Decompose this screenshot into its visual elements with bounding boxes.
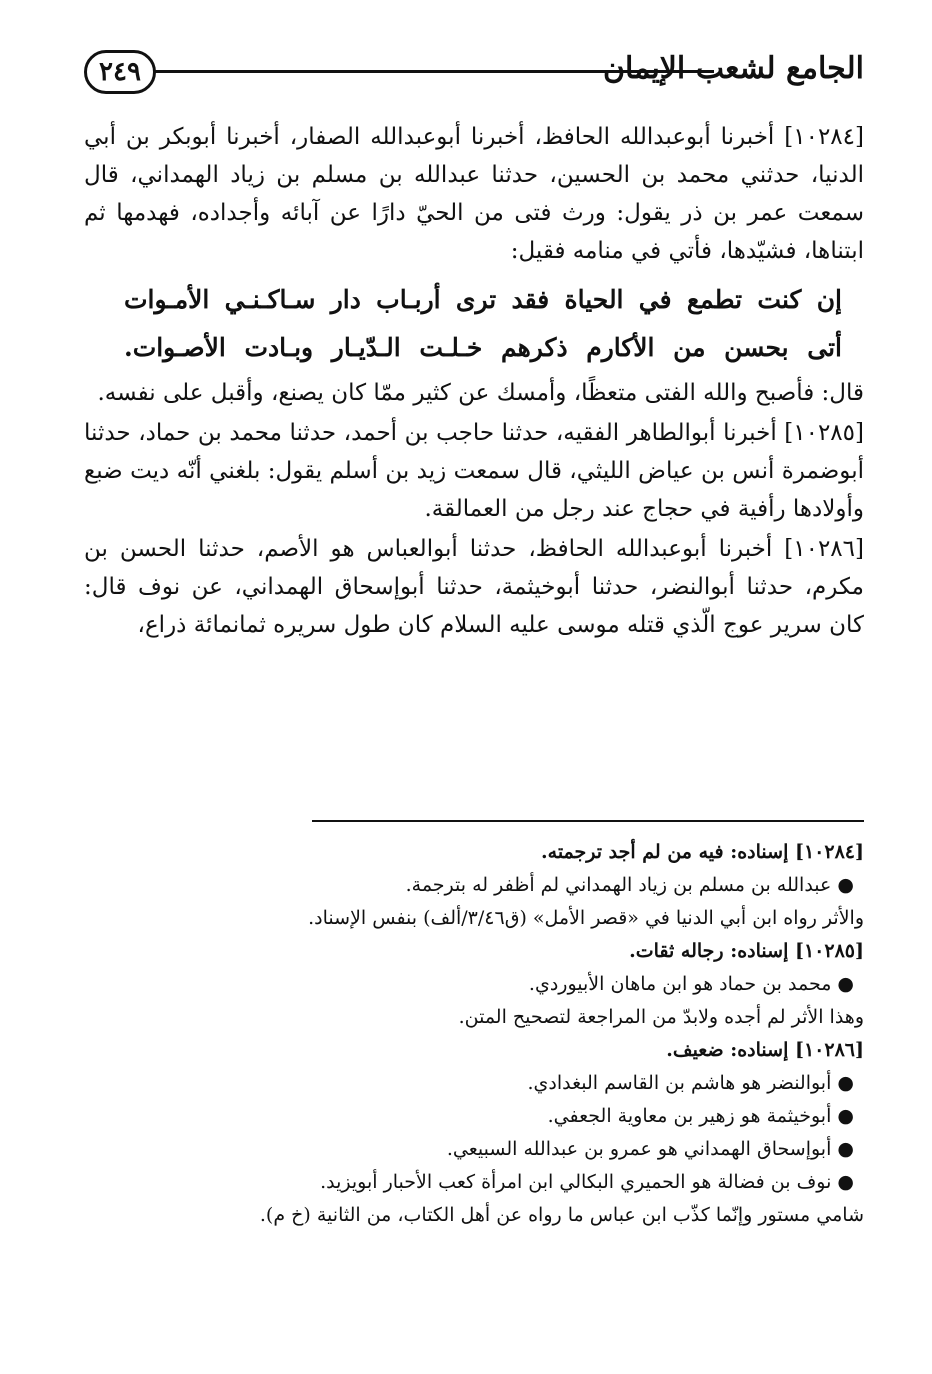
footnotes <box>150 836 864 1232</box>
paragraph-10285: [١٠٢٨٥] أخبرنا أبوالطاهر الفقيه، حدثنا حاجب بن أحمد، حدثنا محمد بن حماد، حدثنا أبوضمرة أنس بن عياض الليثي، قال سمعت زيد بن أسلم يقول: بلغني أنّه ديت ضبع وأولادها رأفية في حجاج عند رجل من العمالقة. <box>84 420 864 522</box>
paragraph-10286: [١٠٢٨٦] أخبرنا أبوعبدالله الحافظ، حدثنا أبوالعباس هو الأصم، حدثنا الحسن بن مكرم، حدثنا أبوالنضر، حدثنا أبوخيثمة، حدثنا أبوإسحاق الهمداني، عن نوف قال: كان سرير عوج الّذي قتله موسى عليه السلام كان طول سريره ثمانمائة ذراع، <box>84 536 864 638</box>
main-text <box>84 118 864 644</box>
poem-verse-2: أتى بحسن من الأكارم ذكرهم خـلـت الـدّيـار وبـادت الأصـوات. <box>124 333 842 362</box>
footnote-10285-note-2: وهذا الأثر لم أجده ولابدّ من المراجعة لتصحيح المتن. <box>458 1006 864 1028</box>
paragraph-aftermath: قال: فأصبح والله الفتى متعظًا، وأمسك عن كثير ممّا كان يصنع، وأقبل على نفسه. <box>97 380 864 406</box>
page-header <box>84 44 864 104</box>
footnote-10284-note-2: والأثر رواه ابن أبي الدنيا في «قصر الأمل» (ق٣/٤٦/ألف) بنفس الإسناد. <box>308 907 864 929</box>
footnote-10286-note-4: ● نوف بن فضالة هو الحميري البكالي ابن امرأة كعب الأحبار أبويزيد. <box>320 1171 854 1193</box>
poem <box>84 276 864 372</box>
paragraph-10284: [١٠٢٨٤] أخبرنا أبوعبدالله الحافظ، أخبرنا أبوعبدالله الصفار، أخبرنا أبوبكر بن أبي الدنيا، حدثني محمد بن الحسين، حدثنا عبدالله بن مسلم بن زياد الهمداني، قال سمعت عمر بن ذر يقول: ورث فتى من الحيّ دارًا عن آبائه وأجداده، فهدمها ثم ابتناها، فشيّدها، فأتي في منامه فقيل: <box>84 124 864 264</box>
footnote-10284-note-1: ● عبدالله بن مسلم بن زياد الهمداني لم أظفر له بترجمة. <box>405 874 854 896</box>
footnote-10285-heading: [١٠٢٨٥] إسناده: رجاله ثقات. <box>629 940 864 962</box>
footnote-10284-heading: [١٠٢٨٤] إسناده: فيه من لم أجد ترجمته. <box>541 841 864 863</box>
page-number-badge: ٢٤٩ <box>84 50 156 94</box>
book-title: الجامع لشعب الإيمان <box>602 51 864 86</box>
footnote-10286-note-5: شامي مستور وإنّما كذّب ابن عباس ما رواه عن أهل الكتاب، من الثانية (خ م). <box>259 1204 864 1226</box>
poem-verse-1: إن كنت تطمع في الحياة فقد ترى أربـاب دار سـاكـنـي الأمـوات <box>124 285 842 314</box>
footnote-10286-note-1: ● أبوالنضر هو هاشم بن القاسم البغدادي. <box>527 1072 854 1094</box>
footnote-separator <box>312 820 864 822</box>
footnote-10285-note-1: ● محمد بن حماد هو ابن ماهان الأبيوردي. <box>528 973 854 995</box>
footnote-10286-note-2: ● أبوخيثمة هو زهير بن معاوية الجعفي. <box>547 1105 854 1127</box>
footnote-10286-note-3: ● أبوإسحاق الهمداني هو عمرو بن عبدالله السبيعي. <box>446 1138 854 1160</box>
footnote-10286-heading: [١٠٢٨٦] إسناده: ضعيف. <box>666 1039 864 1061</box>
